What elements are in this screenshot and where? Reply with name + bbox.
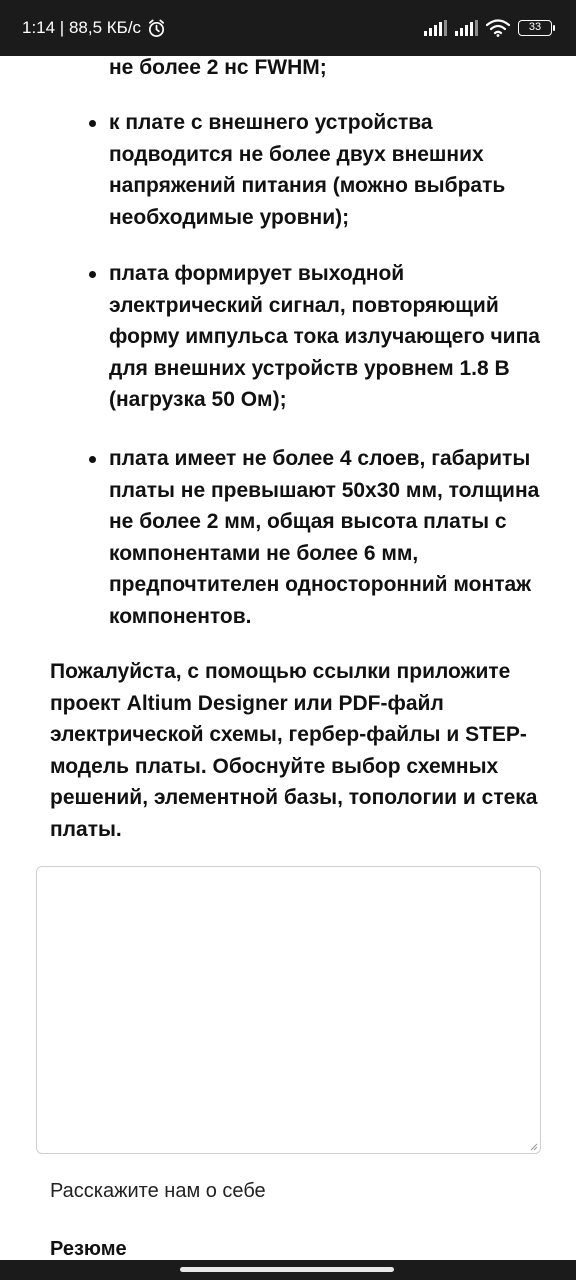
bullet-icon: [89, 456, 96, 463]
navigation-bar: [0, 1260, 576, 1280]
about-me-label: Расскажите нам о себе: [50, 1180, 266, 1202]
signal-icon-1: [424, 20, 447, 36]
status-time-speed: 1:14 | 88,5 КБ/с: [22, 18, 142, 37]
status-left: [22, 18, 166, 38]
home-gesture-bar[interactable]: [180, 1267, 394, 1272]
resize-handle-icon[interactable]: [530, 1143, 538, 1151]
list-item: [109, 107, 559, 233]
page-content: [0, 56, 576, 1260]
bullet-icon: [89, 271, 96, 278]
battery-icon: [518, 20, 552, 36]
bullet-icon: [89, 120, 96, 127]
status-bar: [0, 0, 576, 56]
list-item-text: плата имеет не более 4 слоев, габариты платы не превышают 50x30 мм, толщина не более 2 мм, общая высота платы с компонентами не более 6 мм, предпочтителен односторонний монтаж компонентов.: [109, 447, 540, 628]
list-item: [109, 258, 559, 416]
list-item: [109, 443, 559, 632]
question-text: Пожалуйста, с помощью ссылки приложите проект Altium Designer или PDF-файл электрической схемы, гербер-файлы и STEP-модель платы. Обоснуйте выбор схемных решений, элементной базы, топологии и стека платы.: [50, 660, 538, 841]
list-item-text: к плате с внешнего устройства подводится не более двух внешних напряжений питания (можно выбрать необходимые уровни);: [109, 111, 506, 229]
answer-textarea[interactable]: [36, 866, 541, 1154]
list-item: [109, 56, 559, 84]
list-item-text: плата формирует выходной электрический сигнал, повторяющий форму импульса тока излучающего чипа для внешних устройств уровнем 1.8 В (нагрузка 50 Ом);: [109, 262, 540, 411]
resume-label: Резюме: [50, 1238, 127, 1260]
status-right: [424, 19, 552, 37]
alarm-icon: [147, 19, 166, 38]
wifi-icon: [486, 19, 510, 37]
list-item-text: не более 2 нс FWHM;: [109, 56, 327, 79]
signal-icon-2: [455, 20, 478, 36]
battery-level: 33: [528, 21, 542, 33]
